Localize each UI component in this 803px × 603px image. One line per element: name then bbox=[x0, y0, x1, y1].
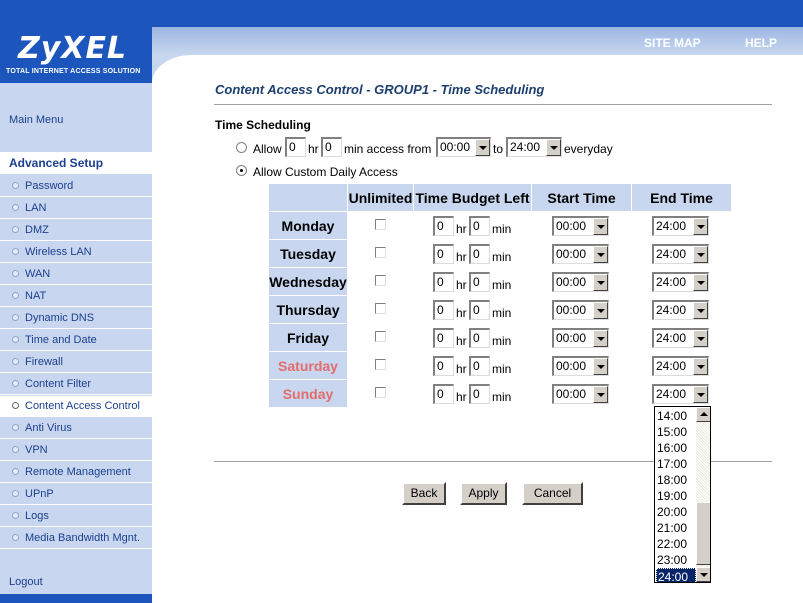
allow-min-input[interactable]: 0 bbox=[321, 137, 342, 157]
budget-hr-input-friday[interactable]: 0 bbox=[433, 328, 454, 348]
allow-from-select[interactable] bbox=[436, 137, 491, 157]
day-label-monday: Monday bbox=[269, 212, 348, 240]
budget-min-input-wednesday[interactable]: 0 bbox=[469, 272, 490, 292]
chevron-down-icon bbox=[693, 358, 708, 375]
unlimited-checkbox-saturday[interactable] bbox=[375, 359, 386, 370]
start-time-select-saturday[interactable] bbox=[552, 356, 609, 376]
unlimited-cell bbox=[348, 380, 414, 408]
start-time-value: 00:00 bbox=[556, 331, 587, 345]
min-label: min bbox=[492, 362, 512, 376]
custom-daily-access-label: Allow Custom Daily Access bbox=[253, 165, 398, 179]
sidebar-item-remote-management[interactable] bbox=[0, 462, 152, 483]
end-time-value: 24:00 bbox=[656, 331, 687, 345]
allow-hr-label: hr bbox=[308, 142, 319, 156]
start-time-select-friday[interactable] bbox=[552, 328, 609, 348]
schedule-table bbox=[268, 183, 732, 408]
end-time-cell bbox=[632, 352, 732, 380]
end-time-select-wednesday[interactable] bbox=[652, 272, 709, 292]
end-time-cell bbox=[632, 324, 732, 352]
dropdown-option[interactable]: 15:00 bbox=[657, 425, 688, 439]
sidebar-item-content-filter[interactable] bbox=[0, 374, 152, 395]
budget-min-input-monday[interactable]: 0 bbox=[469, 216, 490, 236]
hr-label: hr bbox=[456, 306, 467, 320]
chevron-down-icon bbox=[693, 218, 708, 235]
dropdown-option[interactable]: 22:00 bbox=[657, 537, 688, 551]
min-access-from-label: min access from bbox=[344, 142, 432, 156]
hr-label: hr bbox=[456, 362, 467, 376]
end-time-cell bbox=[632, 240, 732, 268]
page-title: Content Access Control - GROUP1 - Time Scheduling bbox=[215, 82, 545, 97]
chevron-down-icon bbox=[593, 274, 608, 291]
sidebar-item-label: NAT bbox=[25, 290, 47, 302]
sidebar-item-time-and-date[interactable] bbox=[0, 330, 152, 351]
unlimited-checkbox-tuesday[interactable] bbox=[375, 247, 386, 258]
sidebar-advanced-setup-heading: Advanced Setup bbox=[0, 152, 152, 174]
allow-label: Allow bbox=[253, 142, 282, 156]
chevron-down-icon bbox=[693, 274, 708, 291]
zyxel-logo bbox=[0, 27, 152, 83]
day-label-wednesday: Wednesday bbox=[269, 268, 348, 296]
sidebar-item-upnp[interactable] bbox=[0, 484, 152, 505]
sidebar-item-label: Content Access Control bbox=[25, 400, 140, 412]
budget-min-input-saturday[interactable]: 0 bbox=[469, 356, 490, 376]
allow-hr-input[interactable]: 0 bbox=[285, 137, 306, 157]
header-time-budget-left: Time Budget Left bbox=[414, 184, 532, 212]
budget-hr-input-monday[interactable]: 0 bbox=[433, 216, 454, 236]
sidebar-item-label: LAN bbox=[25, 202, 47, 214]
bullet-icon bbox=[12, 534, 19, 541]
chevron-down-icon bbox=[593, 386, 608, 403]
bullet-icon bbox=[12, 182, 19, 189]
sidebar-item-nat[interactable] bbox=[0, 286, 152, 307]
sidebar-item-media-bandwidth-mgnt[interactable] bbox=[0, 528, 152, 549]
budget-hr-input-tuesday[interactable]: 0 bbox=[433, 244, 454, 264]
hr-label: hr bbox=[456, 222, 467, 236]
sidebar-item-label: DMZ bbox=[25, 224, 49, 236]
bullet-icon bbox=[12, 380, 19, 387]
start-time-cell bbox=[532, 296, 632, 324]
sidebar-item-label: UPnP bbox=[25, 488, 54, 500]
unlimited-checkbox-wednesday[interactable] bbox=[375, 275, 386, 286]
table-row bbox=[269, 212, 732, 240]
unlimited-cell bbox=[348, 352, 414, 380]
table-row bbox=[269, 380, 732, 408]
bullet-icon bbox=[12, 204, 19, 211]
unlimited-cell bbox=[348, 324, 414, 352]
end-time-cell bbox=[632, 212, 732, 240]
budget-hr-input-thursday[interactable]: 0 bbox=[433, 300, 454, 320]
sidebar-item-wireless-lan[interactable] bbox=[0, 242, 152, 263]
bullet-icon bbox=[12, 314, 19, 321]
section-label-time-scheduling: Time Scheduling bbox=[215, 118, 311, 132]
sidebar-logout[interactable]: Logout bbox=[9, 576, 43, 588]
header-unlimited: Unlimited bbox=[348, 184, 414, 212]
sidebar-item-label: Time and Date bbox=[25, 334, 97, 346]
allow-everyday-radio[interactable] bbox=[236, 142, 247, 153]
sidebar-item-firewall[interactable] bbox=[0, 352, 152, 373]
bullet-icon bbox=[12, 468, 19, 475]
unlimited-cell bbox=[348, 268, 414, 296]
start-time-select-thursday[interactable] bbox=[552, 300, 609, 320]
start-time-value: 00:00 bbox=[556, 387, 587, 401]
budget-hr-input-wednesday[interactable]: 0 bbox=[433, 272, 454, 292]
custom-daily-access-radio[interactable] bbox=[236, 165, 247, 176]
day-label-saturday: Saturday bbox=[269, 352, 348, 380]
start-time-cell bbox=[532, 268, 632, 296]
min-label: min bbox=[492, 334, 512, 348]
start-time-cell bbox=[532, 380, 632, 408]
start-time-select-wednesday[interactable] bbox=[552, 272, 609, 292]
sidebar-item-label: Password bbox=[25, 180, 74, 192]
budget-cell bbox=[414, 296, 532, 324]
unlimited-checkbox-monday[interactable] bbox=[375, 219, 386, 230]
sidebar-item-vpn[interactable] bbox=[0, 440, 152, 461]
end-time-value: 24:00 bbox=[656, 219, 687, 233]
bullet-icon bbox=[12, 424, 19, 431]
sidebar-item-label: Dynamic DNS bbox=[25, 312, 95, 324]
dropdown-option[interactable]: 24:00 bbox=[656, 568, 696, 583]
dropdown-option[interactable]: 14:00 bbox=[657, 409, 688, 423]
bullet-icon bbox=[12, 512, 19, 519]
chevron-down-icon bbox=[546, 139, 561, 156]
sidebar-item-wan[interactable] bbox=[0, 264, 152, 285]
chevron-down-icon bbox=[593, 358, 608, 375]
chevron-down-icon bbox=[593, 302, 608, 319]
hr-label: hr bbox=[456, 250, 467, 264]
end-time-select-tuesday[interactable] bbox=[652, 244, 709, 264]
table-row bbox=[269, 352, 732, 380]
day-label-tuesday: Tuesday bbox=[269, 240, 348, 268]
end-time-select-thursday[interactable] bbox=[652, 300, 709, 320]
top-bar bbox=[0, 0, 803, 27]
chevron-down-icon bbox=[693, 302, 708, 319]
sidebar-item-label: Logs bbox=[25, 510, 49, 522]
chevron-down-icon bbox=[593, 330, 608, 347]
dropdown-option[interactable]: 19:00 bbox=[657, 489, 688, 503]
sidebar bbox=[0, 83, 152, 603]
end-time-select-friday[interactable] bbox=[652, 328, 709, 348]
sidebar-item-label: Media Bandwidth Mgnt. bbox=[25, 532, 140, 544]
hr-label: hr bbox=[456, 334, 467, 348]
dropdown-option[interactable]: 20:00 bbox=[657, 505, 688, 519]
chevron-down-icon bbox=[693, 386, 708, 403]
start-time-cell bbox=[532, 324, 632, 352]
to-label: to bbox=[493, 142, 504, 156]
min-label: min bbox=[492, 250, 512, 264]
end-time-cell bbox=[632, 380, 732, 408]
allow-to-value: 24:00 bbox=[510, 140, 541, 154]
help-link[interactable]: HELP bbox=[745, 36, 778, 50]
unlimited-cell bbox=[348, 212, 414, 240]
sidebar-item-anti-virus[interactable] bbox=[0, 418, 152, 439]
budget-hr-input-sunday[interactable]: 0 bbox=[433, 384, 454, 404]
day-label-thursday: Thursday bbox=[269, 296, 348, 324]
budget-cell bbox=[414, 324, 532, 352]
start-time-value: 00:00 bbox=[556, 247, 587, 261]
end-time-select-saturday[interactable] bbox=[652, 356, 709, 376]
table-row bbox=[269, 240, 732, 268]
scroll-up-arrow-icon[interactable] bbox=[696, 407, 711, 422]
scroll-down-arrow-icon[interactable] bbox=[696, 567, 711, 582]
header-start-time: Start Time bbox=[532, 184, 632, 212]
site-map-link[interactable]: SITE MAP bbox=[644, 36, 701, 50]
bullet-icon bbox=[12, 248, 19, 255]
header-strip bbox=[152, 27, 803, 55]
cancel-button[interactable]: Cancel bbox=[522, 482, 583, 505]
budget-min-input-friday[interactable]: 0 bbox=[469, 328, 490, 348]
dropdown-option[interactable]: 21:00 bbox=[657, 521, 688, 535]
logo-text: ZyXEL bbox=[18, 31, 128, 66]
sidebar-item-lan[interactable] bbox=[0, 198, 152, 219]
end-time-value: 24:00 bbox=[656, 359, 687, 373]
budget-min-input-tuesday[interactable]: 0 bbox=[469, 244, 490, 264]
dropdown-option[interactable]: 17:00 bbox=[657, 457, 688, 471]
sidebar-item-content-access-control[interactable] bbox=[0, 396, 152, 417]
table-row bbox=[269, 268, 732, 296]
title-divider bbox=[214, 104, 772, 106]
chevron-down-icon bbox=[693, 246, 708, 263]
table-row bbox=[269, 324, 732, 352]
bullet-icon bbox=[12, 402, 19, 409]
day-label-sunday: Sunday bbox=[269, 380, 348, 408]
apply-button[interactable]: Apply bbox=[460, 482, 507, 505]
unlimited-cell bbox=[348, 240, 414, 268]
bullet-icon bbox=[12, 446, 19, 453]
allow-from-value: 00:00 bbox=[440, 140, 471, 154]
chevron-down-icon bbox=[593, 218, 608, 235]
dropdown-option[interactable]: 18:00 bbox=[657, 473, 688, 487]
sidebar-item-label: Wireless LAN bbox=[25, 246, 92, 258]
sidebar-item-label: VPN bbox=[25, 444, 48, 456]
end-time-value: 24:00 bbox=[656, 275, 687, 289]
sidebar-item-logs[interactable] bbox=[0, 506, 152, 527]
end-time-select-sunday[interactable] bbox=[652, 384, 709, 404]
unlimited-checkbox-friday[interactable] bbox=[375, 331, 386, 342]
end-time-select-monday[interactable] bbox=[652, 216, 709, 236]
budget-hr-input-saturday[interactable]: 0 bbox=[433, 356, 454, 376]
sidebar-bottom-bar bbox=[0, 594, 152, 603]
back-button[interactable]: Back bbox=[402, 482, 446, 505]
min-label: min bbox=[492, 390, 512, 404]
start-time-value: 00:00 bbox=[556, 303, 587, 317]
dropdown-scrollbar[interactable] bbox=[696, 407, 711, 582]
start-time-cell bbox=[532, 212, 632, 240]
day-label-friday: Friday bbox=[269, 324, 348, 352]
bullet-icon bbox=[12, 336, 19, 343]
allow-to-select[interactable] bbox=[506, 137, 562, 157]
end-time-value: 24:00 bbox=[656, 387, 687, 401]
budget-cell bbox=[414, 268, 532, 296]
bullet-icon bbox=[12, 490, 19, 497]
bullet-icon bbox=[12, 270, 19, 277]
sidebar-item-label: WAN bbox=[25, 268, 51, 280]
start-time-cell bbox=[532, 352, 632, 380]
sidebar-item-dmz[interactable] bbox=[0, 220, 152, 241]
budget-cell bbox=[414, 212, 532, 240]
start-time-value: 00:00 bbox=[556, 359, 587, 373]
everyday-label: everyday bbox=[564, 142, 613, 156]
min-label: min bbox=[492, 222, 512, 236]
header-day bbox=[269, 184, 348, 212]
table-row bbox=[269, 296, 732, 324]
bullet-icon bbox=[12, 292, 19, 299]
sidebar-main-menu[interactable]: Main Menu bbox=[9, 114, 64, 126]
logo-tagline: TOTAL INTERNET ACCESS SOLUTION bbox=[6, 68, 141, 75]
unlimited-checkbox-thursday[interactable] bbox=[375, 303, 386, 314]
header-end-time: End Time bbox=[632, 184, 732, 212]
sidebar-item-dynamic-dns[interactable] bbox=[0, 308, 152, 329]
chevron-down-icon bbox=[693, 330, 708, 347]
end-time-cell bbox=[632, 268, 732, 296]
scrollbar-thumb[interactable] bbox=[696, 502, 711, 565]
end-time-value: 24:00 bbox=[656, 303, 687, 317]
end-time-cell bbox=[632, 296, 732, 324]
start-time-value: 00:00 bbox=[556, 275, 587, 289]
sidebar-item-label: Anti Virus bbox=[25, 422, 72, 434]
dropdown-option[interactable]: 23:00 bbox=[657, 553, 688, 567]
unlimited-cell bbox=[348, 296, 414, 324]
hr-label: hr bbox=[456, 390, 467, 404]
sidebar-item-label: Firewall bbox=[25, 356, 63, 368]
bullet-icon bbox=[12, 226, 19, 233]
start-time-value: 00:00 bbox=[556, 219, 587, 233]
start-time-select-monday[interactable] bbox=[552, 216, 609, 236]
schedule-header-row bbox=[269, 184, 732, 212]
dropdown-option[interactable]: 16:00 bbox=[657, 441, 688, 455]
end-time-value: 24:00 bbox=[656, 247, 687, 261]
budget-cell bbox=[414, 352, 532, 380]
budget-cell bbox=[414, 240, 532, 268]
start-time-select-tuesday[interactable] bbox=[552, 244, 609, 264]
min-label: min bbox=[492, 278, 512, 292]
bullet-icon bbox=[12, 358, 19, 365]
chevron-down-icon bbox=[475, 139, 490, 156]
start-time-cell bbox=[532, 240, 632, 268]
hr-label: hr bbox=[456, 278, 467, 292]
start-time-select-sunday[interactable] bbox=[552, 384, 609, 404]
chevron-down-icon bbox=[593, 246, 608, 263]
unlimited-checkbox-sunday[interactable] bbox=[375, 387, 386, 398]
sidebar-item-label: Content Filter bbox=[25, 378, 92, 390]
sidebar-item-label: Remote Management bbox=[25, 466, 131, 478]
sidebar-item-password[interactable] bbox=[0, 176, 152, 197]
min-label: min bbox=[492, 306, 512, 320]
budget-min-input-sunday[interactable]: 0 bbox=[469, 384, 490, 404]
budget-min-input-thursday[interactable]: 0 bbox=[469, 300, 490, 320]
end-time-dropdown-list[interactable] bbox=[654, 406, 711, 583]
budget-cell bbox=[414, 380, 532, 408]
